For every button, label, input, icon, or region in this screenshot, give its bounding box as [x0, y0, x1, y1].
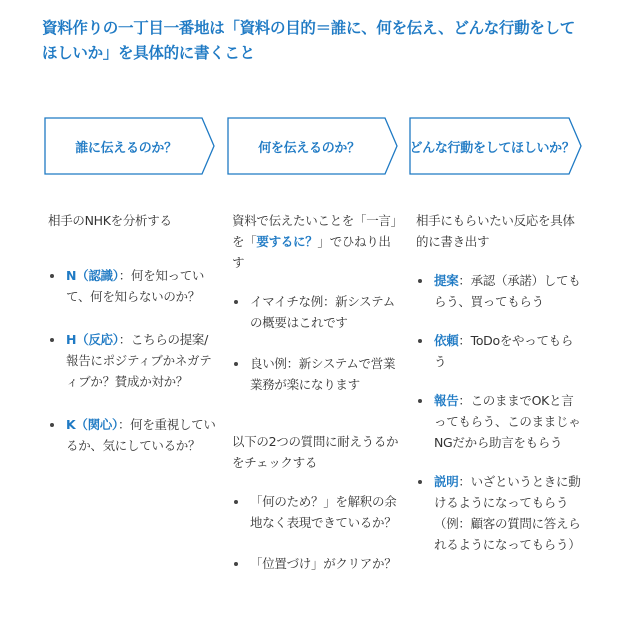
item-text: ：何を重視しているか、気にしているか？ — [66, 417, 216, 453]
list-item: 良い例：新システムで営業業務が楽になります — [232, 353, 400, 395]
item-text: ：このままでOKと言ってもらう、このままじゃNGだから助言をもらう — [434, 393, 581, 450]
item-key: 説明 — [434, 474, 459, 489]
intro-text: 」でひねり出す — [232, 234, 391, 270]
col2-intro-line1: 資料で伝えたいことを「一言」 — [232, 213, 403, 228]
header-action — [409, 117, 583, 175]
item-key: N（認識） — [66, 268, 119, 283]
header-action-label: どんな行動をしてほしいか？ — [409, 140, 575, 156]
item-key: 依頼 — [434, 333, 459, 348]
list-item: イマイチな例：新システムの概要はこれです — [232, 291, 400, 333]
item-key: 報告 — [434, 393, 459, 408]
column-what — [232, 210, 403, 574]
item-key: K（関心） — [66, 417, 118, 432]
list-item — [416, 390, 584, 453]
list-item — [416, 270, 584, 312]
col1-intro: 相手のNHKを分析する — [48, 213, 172, 228]
col2-list — [232, 291, 400, 395]
col2-intro-line2 — [232, 231, 400, 273]
col1-list — [48, 265, 218, 456]
list-item — [416, 330, 584, 372]
list-item: 「位置づけ」がクリアか？ — [232, 553, 400, 574]
item-key: H（反応） — [66, 332, 119, 347]
list-item — [48, 329, 218, 392]
intro-emphasis: 要するに？ — [256, 234, 318, 249]
item-text: ：承認（承諾）してもらう、買ってもらう — [434, 273, 581, 309]
list-item — [48, 265, 218, 307]
col2-intro2: 以下の2つの質問に耐えうるかをチェックする — [232, 434, 399, 470]
column-action — [416, 210, 584, 555]
item-text: ：こちらの提案/報告にポジティブかネガティブか？賛成か対か？ — [66, 332, 212, 389]
header-who — [44, 117, 216, 175]
col2-list2 — [232, 491, 400, 574]
intro-text: を「 — [232, 234, 257, 249]
item-key: 提案 — [434, 273, 459, 288]
list-item — [48, 414, 218, 456]
list-item — [416, 471, 584, 555]
header-who-label: 誰に伝えるのか？ — [75, 140, 177, 156]
item-text: ：ToDoをやってもらう — [434, 333, 574, 369]
header-what — [227, 117, 399, 175]
item-text: ：いざというときに動けるようになってもらう（例：顧客の質問に答えられるようになってもらう） — [434, 474, 581, 552]
column-who — [48, 210, 218, 456]
item-text: ：何を知っていて、何を知らないのか？ — [66, 268, 205, 304]
list-item: 「何のため？」を解釈の余地なく表現できているか？ — [232, 491, 400, 533]
header-what-label: 何を伝えるのか？ — [258, 140, 360, 156]
page-title: 資料作りの一丁目一番地は「資料の目的＝誰に、何を伝え、どんな行動をしてほしいか」を具体的に書くこと — [42, 19, 575, 62]
col3-list — [416, 270, 584, 555]
col3-intro: 相手にもらいたい反応を具体的に書き出す — [416, 213, 575, 249]
